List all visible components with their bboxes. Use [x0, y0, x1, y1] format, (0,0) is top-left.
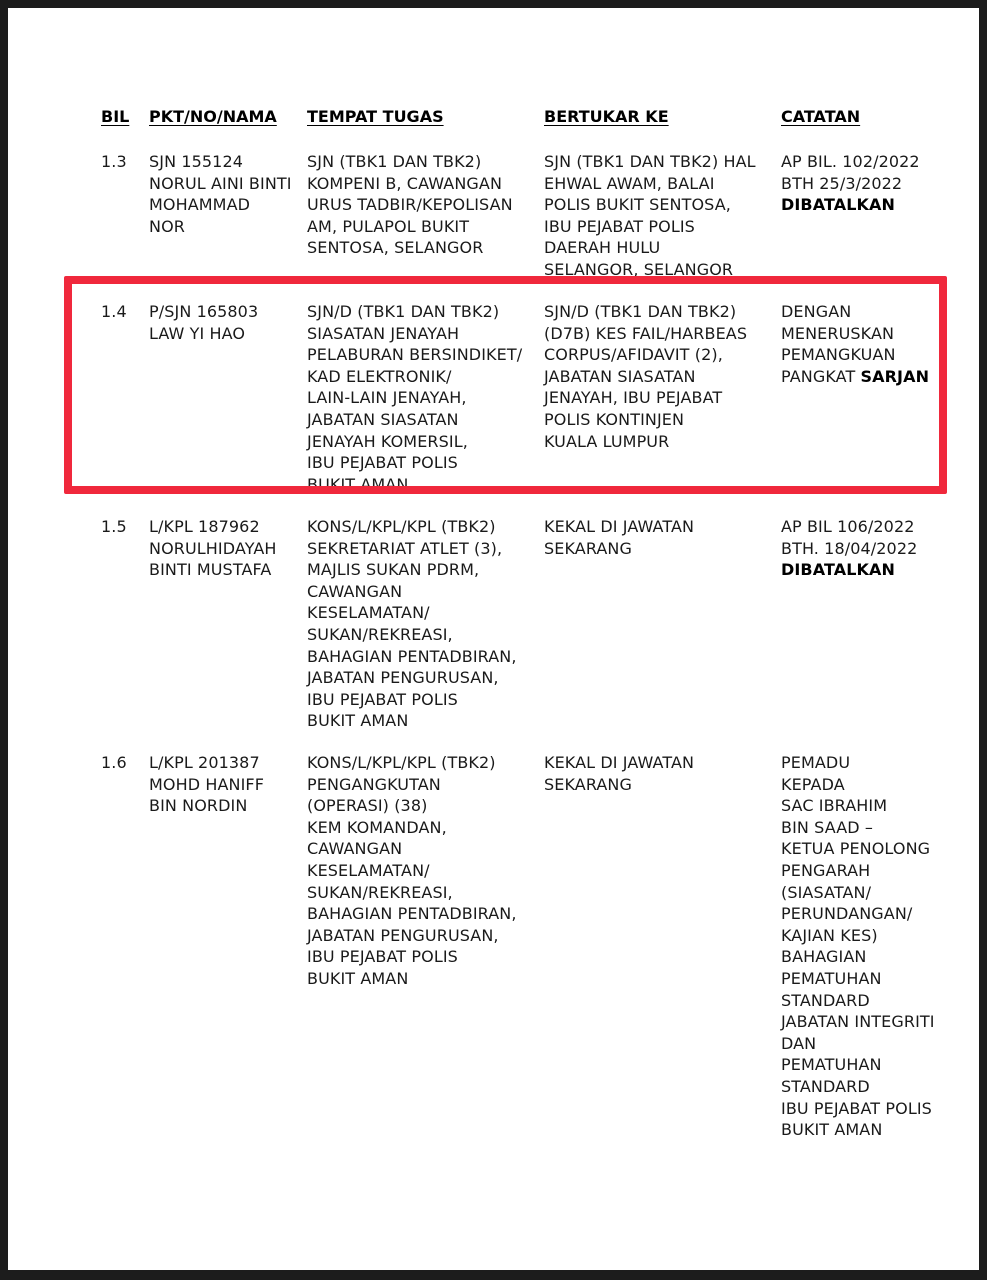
tempat-line: AM, PULAPOL BUKIT [307, 216, 470, 236]
catatan-line: AP BIL. 102/2022 [781, 152, 920, 171]
tempat-line: JABATAN SIASATAN [307, 409, 459, 429]
bertukar-line: CORPUS/AFIDAVIT (2), [544, 345, 723, 365]
row-1-5-bertukar [544, 516, 694, 559]
catatan-line: (SIASATAN/ [781, 882, 872, 902]
catatan-line: STANDARD [781, 1076, 870, 1096]
tempat-line: IBU PEJABAT POLIS [307, 689, 458, 709]
highlight-box [64, 276, 947, 494]
bertukar-line: KEKAL DI JAWATAN [544, 753, 695, 772]
tempat-line: (OPERASI) (38) [307, 796, 428, 816]
bertukar-line: SEKARANG [544, 774, 633, 794]
catatan-line: PEMATUHAN [781, 1055, 882, 1075]
row-1-3-bil: 1.3 [101, 152, 127, 171]
header-bil: BIL [101, 107, 130, 126]
status-dibatalkan: DIBATALKAN [781, 560, 895, 580]
tempat-line: SENTOSA, SELANGOR [307, 238, 484, 258]
tempat-line: SEKRETARIAT ATLET (3), [307, 538, 503, 558]
header-catatan: CATATAN [781, 107, 861, 126]
row-1-6-tempat [307, 752, 517, 990]
tempat-line: JABATAN PENGURUSAN, [307, 925, 499, 945]
catatan-line: DAN [781, 1033, 817, 1053]
tempat-line: IBU PEJABAT POLIS [307, 453, 458, 473]
tempat-line: URUS TADBIR/KEPOLISAN [307, 195, 513, 215]
pkt-line: LAW YI HAO [149, 323, 246, 343]
row-1-5-pkt [149, 516, 277, 581]
bertukar-line: JABATAN SIASATAN [544, 366, 696, 386]
catatan-line: PERUNDANGAN/ [781, 904, 913, 924]
tempat-line: KESELAMATAN/ [307, 603, 430, 623]
row-1-3-pkt [149, 151, 292, 237]
row-1-6-bertukar [544, 752, 694, 795]
document-page [8, 8, 979, 1270]
tempat-line: PELABURAN BERSINDIKET/ [307, 345, 523, 365]
catatan-line: BTH. 18/04/2022 [781, 538, 918, 558]
pkt-line: L/KPL 187962 [149, 517, 260, 536]
tempat-line: SIASATAN JENAYAH [307, 323, 460, 343]
catatan-line: KEPADA [781, 774, 845, 794]
catatan-line: IBU PEJABAT POLIS [781, 1098, 932, 1118]
tempat-line: LAIN-LAIN JENAYAH, [307, 388, 467, 408]
bertukar-line: SELANGOR, SELANGOR [544, 259, 734, 279]
bertukar-line: SJN (TBK1 DAN TBK2) HAL [544, 152, 756, 171]
pkt-line: SJN 155124 [149, 152, 244, 171]
catatan-line: KETUA PENOLONG [781, 839, 931, 859]
bertukar-line: POLIS BUKIT SENTOSA, [544, 195, 731, 215]
tempat-line: KONS/L/KPL/KPL (TBK2) [307, 753, 496, 772]
pkt-line: MOHD HANIFF [149, 774, 265, 794]
row-1-3-bertukar [544, 151, 756, 281]
bertukar-line: KUALA LUMPUR [544, 431, 670, 451]
catatan-line: STANDARD [781, 990, 870, 1010]
bertukar-line: POLIS KONTINJEN [544, 409, 685, 429]
pkt-line: NORUL AINI BINTI [149, 173, 292, 193]
bertukar-line: EHWAL AWAM, BALAI [544, 173, 715, 193]
pkt-line: MOHAMMAD [149, 195, 251, 215]
bertukar-line: JENAYAH, IBU PEJABAT [544, 388, 723, 408]
catatan-line: DENGAN [781, 302, 852, 321]
status-dibatalkan: DIBATALKAN [781, 195, 895, 215]
pkt-line: NOR [149, 216, 185, 236]
catatan-line: JABATAN INTEGRITI [781, 1012, 935, 1032]
tempat-line: CAWANGAN [307, 839, 403, 859]
pkt-line: NORULHIDAYAH [149, 538, 277, 558]
pkt-line: BIN NORDIN [149, 796, 248, 816]
tempat-line: JENAYAH KOMERSIL, [307, 431, 468, 451]
bertukar-line: IBU PEJABAT POLIS [544, 216, 695, 236]
catatan-line: PEMADU [781, 753, 851, 772]
catatan-line: PEMANGKUAN [781, 345, 896, 365]
row-1-3-tempat [307, 151, 513, 259]
tempat-line: BAHAGIAN PENTADBIRAN, [307, 904, 517, 924]
row-1-6-pkt [149, 752, 264, 817]
catatan-line: PEMATUHAN [781, 968, 882, 988]
row-1-4-bil: 1.4 [101, 302, 127, 321]
header-tempat-tugas: TEMPAT TUGAS [307, 107, 444, 126]
tempat-line: KESELAMATAN/ [307, 860, 430, 880]
pkt-line: P/SJN 165803 [149, 302, 259, 321]
bertukar-line: SJN/D (TBK1 DAN TBK2) [544, 302, 737, 321]
tempat-line: SJN (TBK1 DAN TBK2) [307, 152, 482, 171]
tempat-line: BUKIT AMAN [307, 474, 409, 494]
tempat-line: BUKIT AMAN [307, 968, 409, 988]
catatan-line: MENERUSKAN [781, 323, 895, 343]
catatan-line: BIN SAAD – [781, 817, 873, 837]
bertukar-line: DAERAH HULU [544, 238, 661, 258]
catatan-line: BTH 25/3/2022 [781, 173, 903, 193]
catatan-line: AP BIL 106/2022 [781, 517, 915, 536]
bertukar-line: KEKAL DI JAWATAN [544, 517, 695, 536]
tempat-line: PENGANGKUTAN [307, 774, 441, 794]
row-1-6-catatan [781, 752, 935, 1141]
pkt-line: BINTI MUSTAFA [149, 560, 272, 580]
pkt-line: L/KPL 201387 [149, 753, 260, 772]
tempat-line: IBU PEJABAT POLIS [307, 947, 458, 967]
tempat-line: SUKAN/REKREASI, [307, 882, 453, 902]
catatan-line: BAHAGIAN [781, 947, 867, 967]
tempat-line: BUKIT AMAN [307, 711, 409, 731]
tempat-line: JABATAN PENGURUSAN, [307, 668, 499, 688]
rank-sarjan: SARJAN [860, 366, 930, 386]
catatan-line: SAC IBRAHIM [781, 796, 888, 816]
row-1-5-tempat [307, 516, 517, 732]
tempat-line: MAJLIS SUKAN PDRM, [307, 560, 480, 580]
tempat-line: BAHAGIAN PENTADBIRAN, [307, 646, 517, 666]
header-bertukar-ke: BERTUKAR KE [544, 107, 669, 126]
header-pkt-no-nama: PKT/NO/NAMA [149, 107, 277, 126]
tempat-line: KOMPENI B, CAWANGAN [307, 173, 503, 193]
bertukar-line: SEKARANG [544, 538, 633, 558]
tempat-line: KONS/L/KPL/KPL (TBK2) [307, 517, 496, 536]
bertukar-line: (D7B) KES FAIL/HARBEAS [544, 323, 748, 343]
row-1-6-bil: 1.6 [101, 753, 127, 772]
row-1-5-bil: 1.5 [101, 517, 127, 536]
tempat-line: SJN/D (TBK1 DAN TBK2) [307, 302, 500, 321]
tempat-line: KAD ELEKTRONIK/ [307, 366, 452, 386]
row-1-5-catatan [781, 516, 917, 581]
tempat-line: KEM KOMANDAN, [307, 817, 447, 837]
catatan-line: BUKIT AMAN [781, 1120, 883, 1140]
catatan-line: KAJIAN KES) [781, 925, 878, 945]
catatan-line: PENGARAH [781, 860, 871, 880]
tempat-line: CAWANGAN [307, 581, 403, 601]
tempat-line: SUKAN/REKREASI, [307, 624, 453, 644]
row-1-3-catatan [781, 151, 920, 216]
rank-prefix: PANGKAT [781, 366, 861, 386]
